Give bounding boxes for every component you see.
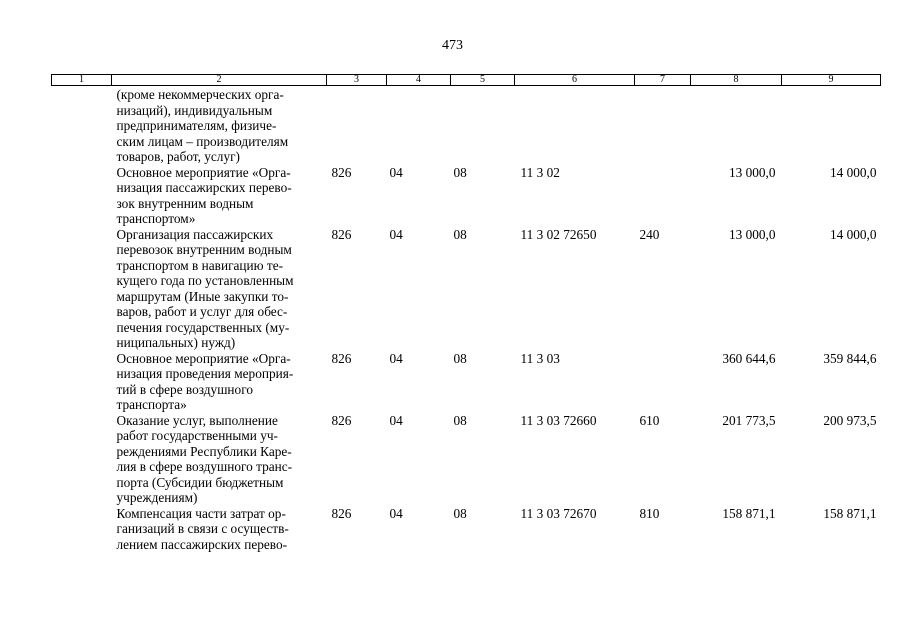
column-header: 8: [691, 75, 782, 86]
section-code: 04: [389, 350, 403, 366]
item-name-line: ниципальных) нужд): [116, 335, 236, 350]
section-code: 04: [389, 164, 403, 180]
item-name-line: перевозок внутренним водным: [116, 242, 292, 257]
amount-year-2: 359 844,6: [823, 350, 877, 366]
section-code: 04: [389, 226, 403, 242]
item-name-line: работ государственными уч-: [116, 428, 278, 443]
row-number-cell: [52, 351, 112, 413]
row-number-cell: [52, 413, 112, 506]
row-number-cell: [52, 86, 112, 165]
item-name-line: Компенсация части затрат ор-: [116, 505, 286, 521]
item-name-line: транспорта»: [116, 397, 187, 412]
target-article-code: 11 3 02: [520, 164, 560, 180]
expense-type-code: [635, 165, 691, 227]
item-name-line: реждениями Республики Каре-: [116, 443, 292, 459]
item-name-line: Организация пассажирских: [116, 226, 274, 242]
item-name-line: Основное мероприятие «Орга-: [116, 350, 291, 366]
ministry-code: 826: [331, 412, 352, 428]
expense-type-code: 810: [639, 505, 660, 521]
row-number-cell: [52, 165, 112, 227]
item-name-line: ским лицам – производителям: [116, 133, 289, 149]
column-header: 9: [782, 75, 881, 86]
ministry-code: 826: [331, 505, 352, 521]
item-name: [112, 413, 327, 506]
amount-year-1: 13 000,0: [728, 226, 776, 242]
item-name-line: тий в сфере воздушного: [116, 381, 253, 397]
item-name-line: учреждениям): [116, 490, 198, 505]
item-name-line: кущего года по установленным: [116, 273, 294, 288]
amount-year-1: 360 644,6: [722, 350, 776, 366]
target-article-code: 11 3 03: [520, 350, 560, 366]
item-name: [112, 165, 327, 227]
ministry-code: [327, 86, 387, 165]
item-name-line: маршрутам (Иные закупки то-: [116, 288, 289, 304]
item-name: [112, 506, 327, 553]
amount-year-1: 158 871,1: [722, 505, 776, 521]
table-row: [52, 165, 881, 227]
item-name: [112, 86, 327, 165]
item-name: [112, 227, 327, 351]
table-row: [52, 413, 881, 506]
column-header: 7: [635, 75, 691, 86]
item-name-line: транспортом в навигацию те-: [116, 257, 284, 273]
amount-year-2: 14 000,0: [829, 226, 877, 242]
table-row: [52, 227, 881, 351]
item-name-line: низация проведения мероприя-: [116, 366, 294, 381]
expense-type-code: [635, 351, 691, 413]
item-name-line: Основное мероприятие «Орга-: [116, 164, 291, 180]
item-name-line: низаций), индивидуальным: [116, 102, 273, 118]
target-article-code: 11 3 03 72670: [520, 505, 597, 521]
target-article-code: [515, 86, 635, 165]
item-name-line: низация пассажирских перево-: [116, 180, 292, 195]
target-article-code: 11 3 02 72650: [520, 226, 597, 242]
subsection-code: 08: [453, 505, 467, 521]
ministry-code: 826: [331, 226, 352, 242]
column-header: 1: [52, 75, 112, 86]
section-code: 04: [389, 412, 403, 428]
item-name-line: ганизаций в связи с осуществ-: [116, 521, 289, 536]
table-row: [52, 86, 881, 165]
ministry-code: 826: [331, 350, 352, 366]
table-row: [52, 506, 881, 553]
item-name-line: печения государственных (му-: [116, 319, 290, 335]
column-number-row: [52, 75, 881, 86]
amount-year-1: 13 000,0: [728, 164, 776, 180]
column-header: 3: [327, 75, 387, 86]
amount-year-2: [782, 86, 881, 165]
ministry-code: 826: [331, 164, 352, 180]
subsection-code: 08: [453, 412, 467, 428]
section-code: 04: [389, 505, 403, 521]
table-body: [52, 86, 881, 553]
amount-year-1: 201 773,5: [722, 412, 776, 428]
item-name-line: лением пассажирских перево-: [116, 536, 288, 552]
row-number-cell: [52, 506, 112, 553]
amount-year-1: [691, 86, 782, 165]
target-article-code: 11 3 03 72660: [520, 412, 597, 428]
column-header: 4: [387, 75, 451, 86]
column-header: 2: [112, 75, 327, 86]
item-name-line: Оказание услуг, выполнение: [116, 412, 278, 428]
subsection-code: [451, 86, 515, 165]
expense-type-code: 610: [639, 412, 660, 428]
item-name: [112, 351, 327, 413]
item-name-line: варов, работ и услуг для обес-: [116, 304, 288, 319]
row-number-cell: [52, 227, 112, 351]
column-header: 6: [515, 75, 635, 86]
budget-table: [51, 74, 881, 552]
amount-year-2: 14 000,0: [829, 164, 877, 180]
item-name-line: зок внутренним водным: [116, 195, 254, 211]
subsection-code: 08: [453, 226, 467, 242]
expense-type-code: [635, 86, 691, 165]
item-name-line: предпринимателям, физиче-: [116, 118, 277, 133]
page-number: 473: [442, 38, 463, 53]
table-row: [52, 351, 881, 413]
item-name-line: порта (Субсидии бюджетным: [116, 474, 284, 490]
subsection-code: 08: [453, 350, 467, 366]
item-name-line: (кроме некоммерческих орга-: [116, 87, 284, 102]
expense-type-code: 240: [639, 226, 660, 242]
amount-year-2: 158 871,1: [823, 505, 877, 521]
subsection-code: 08: [453, 164, 467, 180]
item-name-line: лия в сфере воздушного транс-: [116, 459, 293, 474]
section-code: [387, 86, 451, 165]
item-name-line: товаров, работ, услуг): [116, 149, 240, 164]
item-name-line: транспортом»: [116, 211, 196, 226]
amount-year-2: 200 973,5: [823, 412, 877, 428]
column-header: 5: [451, 75, 515, 86]
